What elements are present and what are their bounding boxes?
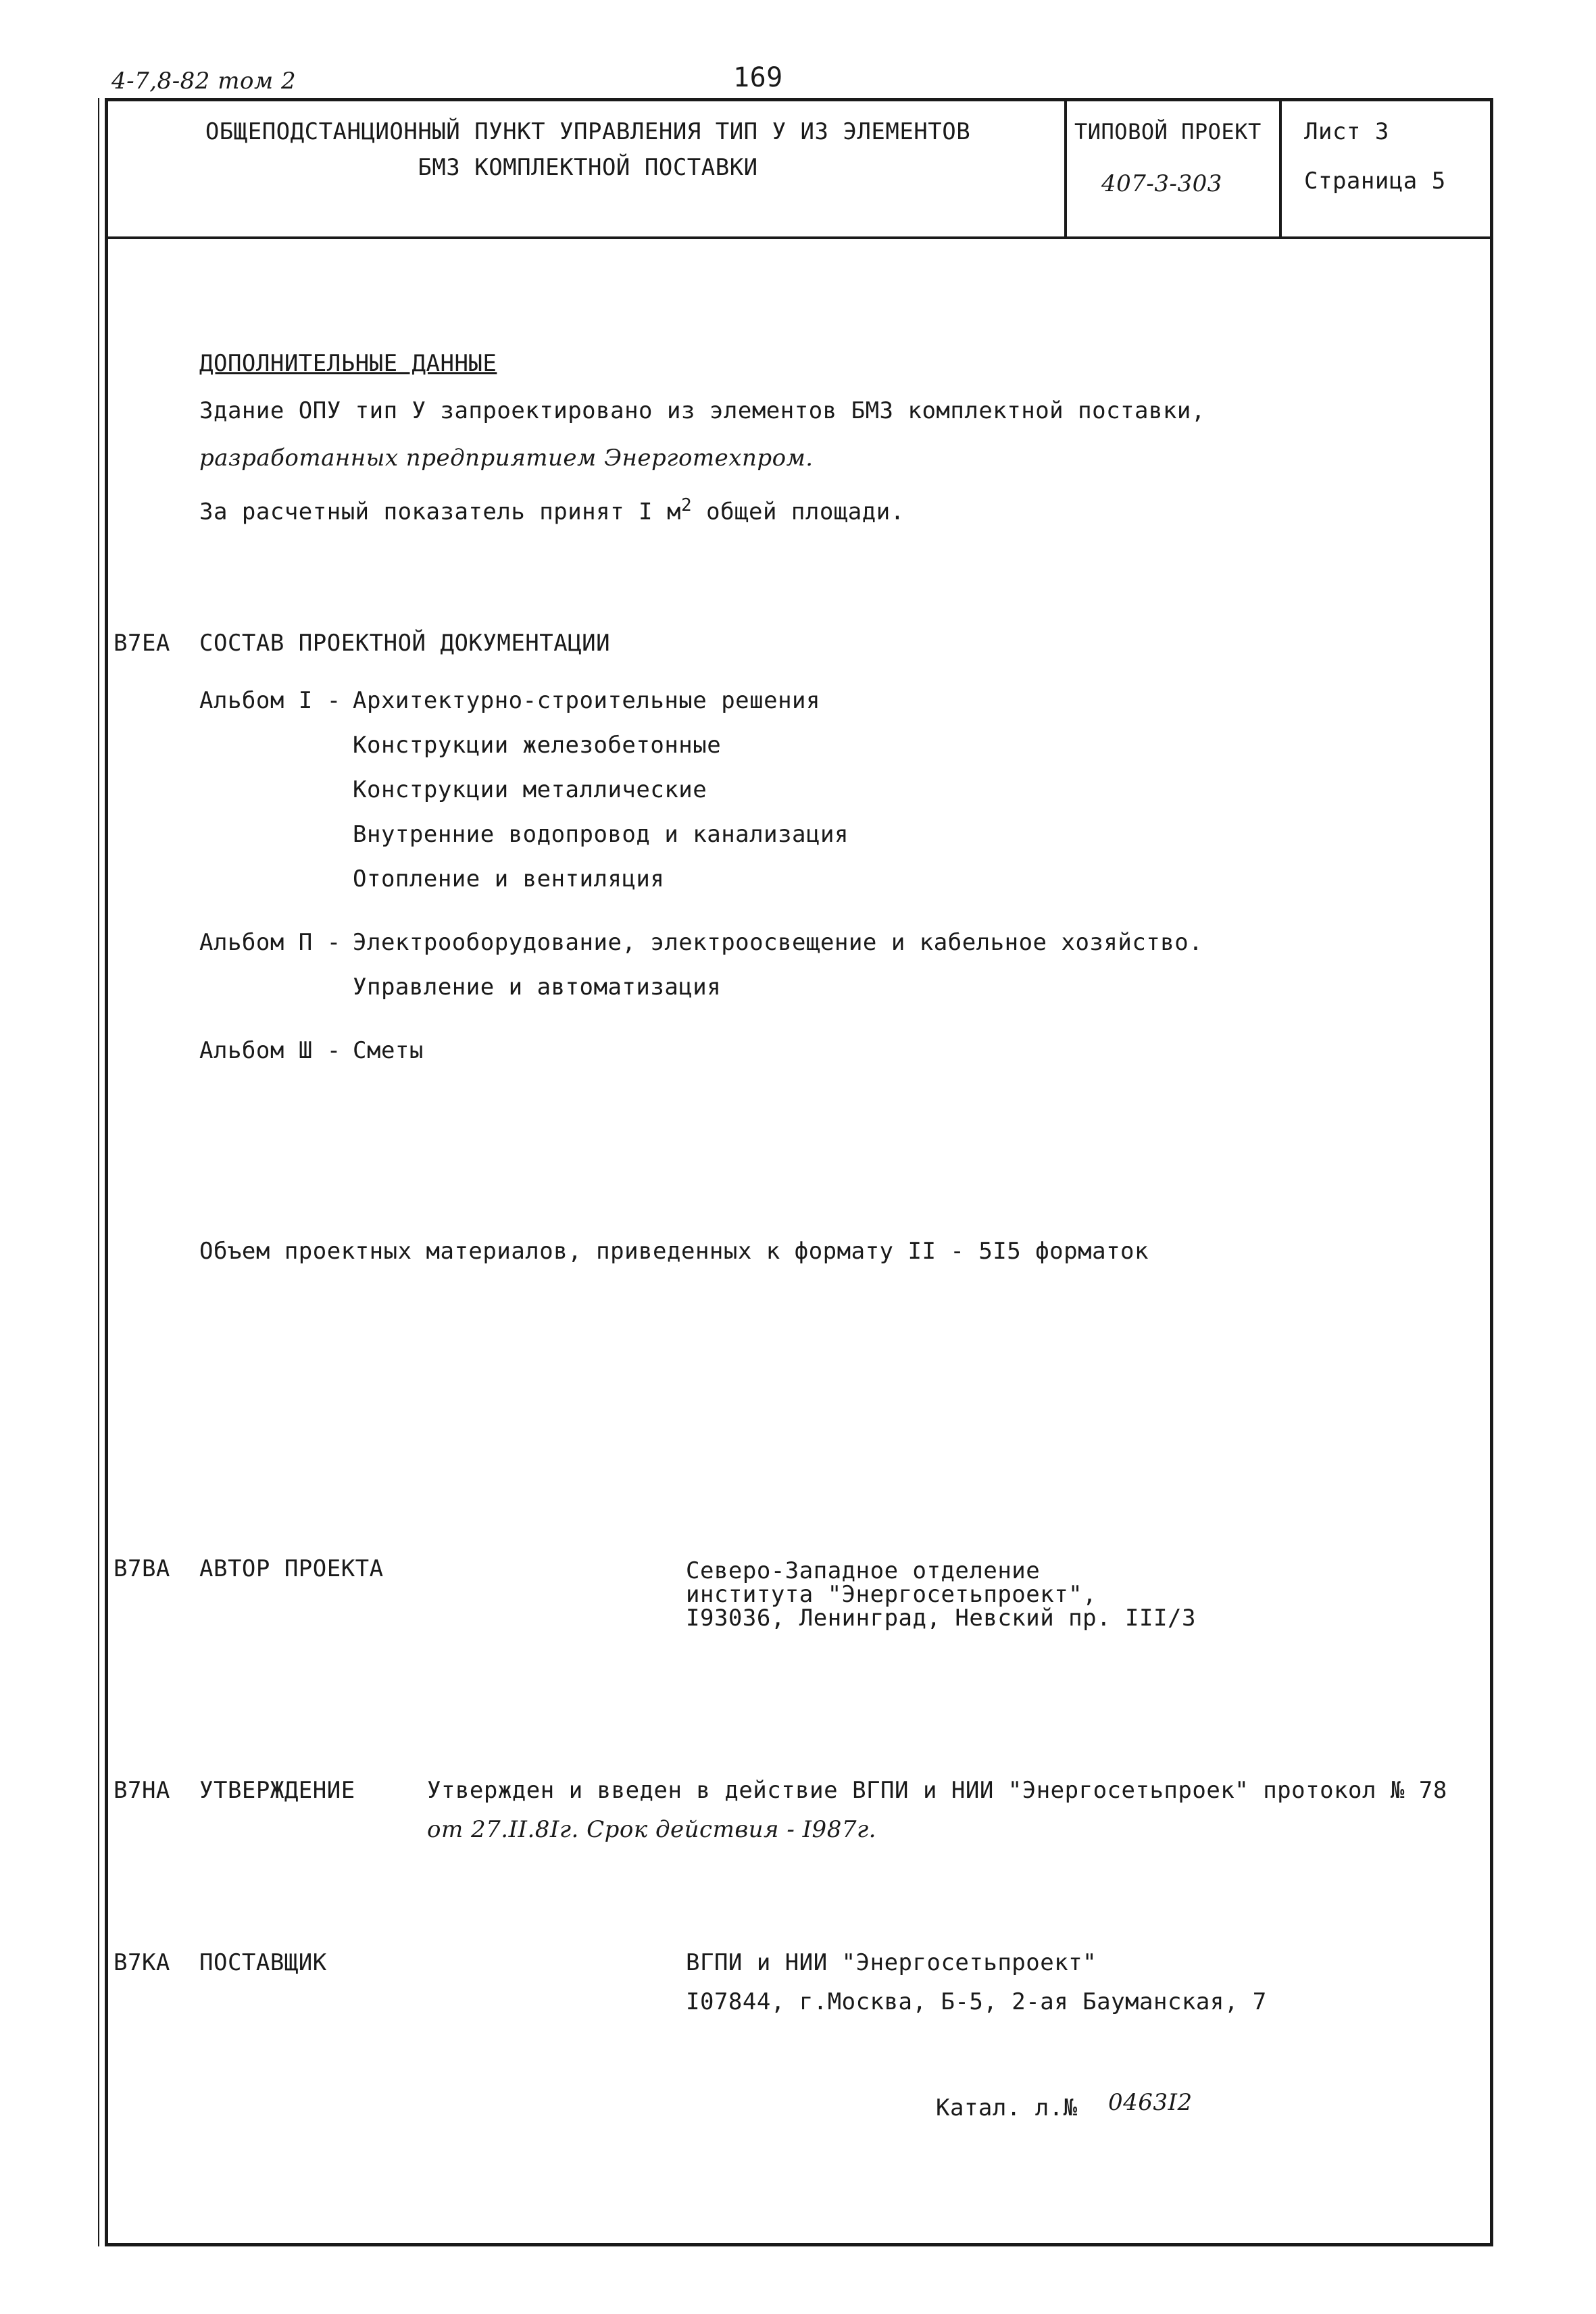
album-label: Альбом П - <box>199 929 341 956</box>
approval-label: УТВЕРЖДЕНИЕ <box>199 1777 355 1804</box>
additional-data-line: разработанных предприятием Энерготехпром. <box>199 445 814 472</box>
album-label: Альбом I - <box>199 687 341 714</box>
additional-data-heading: ДОПОЛНИТЕЛЬНЫЕ ДАННЫЕ <box>199 350 497 377</box>
catalog-label: Катал. л.№ <box>936 2094 1078 2121</box>
area-indicator-text: За расчетный показатель принят I м <box>199 498 681 526</box>
document-title-line1: ОБЩЕПОДСТАНЦИОННЫЙ ПУНКТ УПРАВЛЕНИЯ ТИП У ИЗ ЭЛЕМЕНТОВ <box>205 118 971 145</box>
sheet-number: Лист 3 <box>1304 118 1389 145</box>
author-label: АВТОР ПРОЕКТА <box>199 1555 384 1582</box>
album-label: Альбом Ш - <box>199 1037 341 1064</box>
album-item: Внутренние водопровод и канализация <box>353 821 849 848</box>
author-line: I93036, Ленинград, Невский пр. III/3 <box>686 1605 1196 1632</box>
section-code: В7КА <box>114 1949 170 1976</box>
section-code: В7ЕА <box>114 630 170 657</box>
approval-line: Утвержден и введен в действие ВГПИ и НИИ "Энергосетьпроек" протокол № 78 <box>427 1777 1447 1804</box>
header-column-divider <box>1279 98 1282 238</box>
project-type-label: ТИПОВОЙ ПРОЕКТ <box>1074 119 1262 145</box>
supplier-line: ВГПИ и НИИ "Энергосетьпроект" <box>686 1949 1097 1976</box>
document-reference: 4-7,8-82 том 2 <box>111 68 297 95</box>
page-number: 169 <box>733 62 783 93</box>
section-code: В7НА <box>114 1777 170 1804</box>
composition-heading: СОСТАВ ПРОЕКТНОЙ ДОКУМЕНТАЦИИ <box>199 630 611 657</box>
document-volume: Объем проектных материалов, приведенных к формату II - 5I5 форматок <box>199 1238 1149 1265</box>
additional-data-line: Здание ОПУ тип У запроектировано из элементов БМЗ комплектной поставки, <box>199 397 1205 424</box>
author-line: института "Энергосетьпроект", <box>686 1581 1097 1608</box>
album-item: Конструкции железобетонные <box>353 732 722 759</box>
area-superscript: 2 <box>680 495 693 515</box>
album-item: Электрооборудование, электроосвещение и кабельное хозяйство. <box>353 929 1203 956</box>
approval-line: от 27.II.8Iг. Срок действия - I987г. <box>427 1816 876 1843</box>
binding-margin-line <box>98 98 99 2246</box>
album-item: Управление и автоматизация <box>353 974 722 1001</box>
page-label: Страница 5 <box>1304 168 1446 195</box>
project-code: 407-3-303 <box>1101 170 1222 197</box>
supplier-line: I07844, г.Москва, Б-5, 2-ая Бауманская, 7 <box>686 1988 1267 2015</box>
album-item: Отопление и вентиляция <box>353 865 665 892</box>
area-indicator-text: общей площади. <box>692 498 905 526</box>
catalog-number: 0463I2 <box>1108 2089 1193 2116</box>
section-code: В7ВА <box>114 1555 170 1582</box>
additional-data-line <box>199 492 905 525</box>
document-title-line2: БМЗ КОМПЛЕКТНОЙ ПОСТАВКИ <box>418 154 758 181</box>
album-item: Конструкции металлические <box>353 776 707 803</box>
album-item: Архитектурно-строительные решения <box>353 687 821 714</box>
author-line: Северо-Западное отделение <box>686 1557 1041 1584</box>
header-column-divider <box>1064 98 1067 238</box>
album-item: Сметы <box>353 1037 424 1064</box>
supplier-label: ПОСТАВЩИК <box>199 1949 327 1976</box>
header-divider <box>105 236 1493 239</box>
